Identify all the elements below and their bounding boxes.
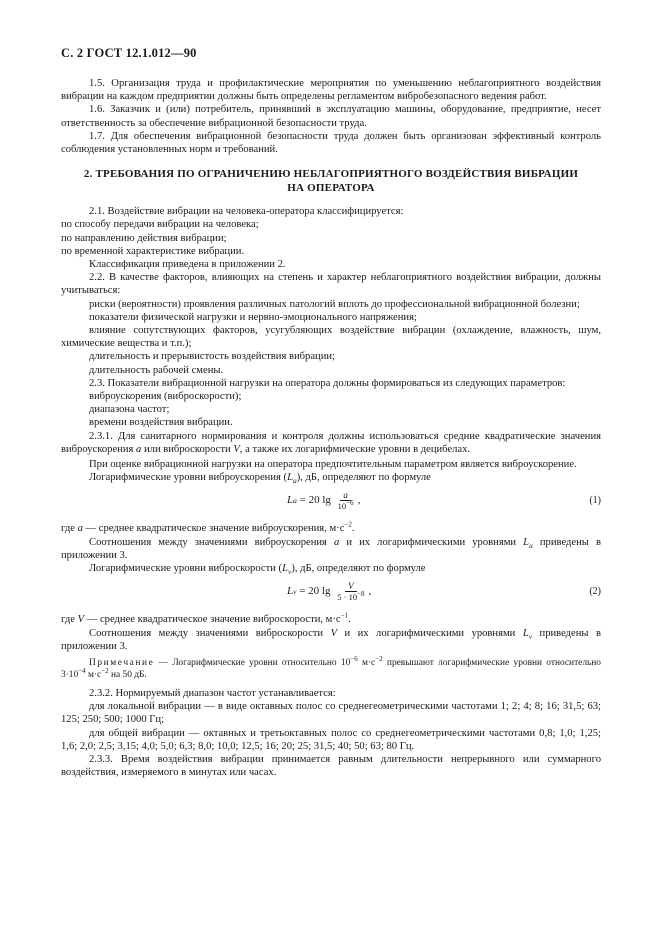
equation-number-1: (1) [589, 495, 601, 507]
paragraph-2-3-2: 2.3.2. Нормируемый диапазон частот устанавливается: [89, 687, 336, 699]
paragraph-2-2: 2.2. В качестве факторов, влияющих на степень и характер неблагоприятного воздействия вибрации, должны учитываться: [61, 272, 601, 297]
list-item: по способу передачи вибрации на человека; [61, 219, 259, 231]
paragraph-local-vibration: для локальной вибрации — в виде октавных полос со среднегеометрическими частотами 1; 2; 4; 8; 16; 31,5; 63; 125; 250; 500; 1000 Гц; [61, 701, 601, 726]
equation-number-2: (2) [589, 586, 601, 598]
paragraph-2-3-1: 2.3.1. Для санитарного нормирования и контроля должны использоваться средние квадратические значения виброускорения a или виброскорости V, а также их логарифмические уровни в децибелах. [61, 430, 601, 455]
paragraph-preferred-parameter: При оценке вибрационной нагрузки на оператора предпочтительным параметром является виброускорение. [89, 459, 577, 471]
list-item: риски (вероятности) проявления различных патологий вплоть до профессиональной вибрационной болезни; [89, 298, 580, 310]
paragraph-la-intro: Логарифмические уровни виброускорения $(L_a)$, дБ, определяют по формуле [89, 472, 431, 486]
list-item: длительность рабочей смены. [89, 364, 224, 376]
where-v: где V — среднее квадратическое значение виброскорости, $м\cdot с^{-1}$. [61, 611, 351, 626]
paragraph-corr-a: Соотношения между значениями виброускорения a и их логарифмическими уровнями $L_a$ приведены в приложении 3. [61, 536, 601, 561]
list-item: виброускорения (виброскорости); [89, 391, 242, 403]
paragraph-1-5: 1.5. Организация труда и профилактические мероприятия по уменьшению неблагоприятного воздействия вибрации на каждом предприятии должны быть определены регламентом вибробезопасного ведения работ. [61, 78, 601, 103]
note: Примечание — Логарифмические уровни относительно $10^{-6}$ $м\cdot с^{-2}$ превышают логарифмические уровни относительно $3\cdot 10^{-4}$ $м\cdot с^{-2}$ на 50 дБ. [61, 654, 601, 680]
paragraph-corr-v: Соотношения между значениями виброскорости V и их логарифмическими уровнями $L_v$ приведены в приложении 3. [61, 627, 602, 652]
paragraph-general-vibration: для общей вибрации — октавных и третьоктавных полос со среднегеометрическими частотами 0,8; 1,0; 1,25; 1,6; 2,0; 2,5; 3,15; 4,0; 5,0; 6,3; 8,0; 10,0; 12,5; 16; 20; 25; 31,5; 40; 50; 63; 80 Гц. [61, 727, 601, 752]
paragraph-2-1: 2.1. Воздействие вибрации на человека-оператора классифицируется: [89, 206, 404, 218]
paragraph-2-3: 2.3. Показатели вибрационной нагрузки на оператора должны формироваться из следующих параметров: [89, 377, 566, 389]
paragraph-2-1-tail: Классификация приведена в приложении 2. [89, 259, 286, 271]
list-item: показатели физической нагрузки и нервно-эмоционального напряжения; [89, 311, 417, 323]
paragraph-lv-intro: Логарифмические уровни виброскорости $(L_v)$, дБ, определяют по формуле [89, 563, 426, 577]
page-header: С. 2 ГОСТ 12.1.012—90 [61, 46, 197, 60]
formula-1: L a = 20 lg $\frac{a}{10^{-6}}$ , (1) [287, 490, 601, 512]
list-item: по временной характеристике вибрации. [61, 245, 245, 257]
document-body [61, 77, 601, 779]
list-item: длительность и прерывистость воздействия вибрации; [89, 351, 335, 363]
formula-2: L v = 20 lg $\frac{V}{5 \cdot 10^{-8}}$ , (2) [287, 581, 601, 603]
where-a: где a — среднее квадратическое значение виброускорения, $м\cdot с^{-2}$. [61, 520, 355, 535]
list-item: времени воздействия вибрации. [89, 417, 233, 429]
paragraph-1-7: 1.7. Для обеспечения вибрационной безопасности труда должен быть организован эффективный контроль соблюдения установленных норм и требований. [61, 130, 601, 156]
list-item: диапазона частот; [89, 404, 170, 416]
section-2-heading: 2. ТРЕБОВАНИЯ ПО ОГРАНИЧЕНИЮ НЕБЛАГОПРИЯТНОГО ВОЗДЕЙСТВИЯ ВИБРАЦИИ НА ОПЕРАТОРА [83, 168, 579, 194]
list-item: влияние сопутствующих факторов, усугубляющих воздействие вибрации (охлаждение, влажность, шум, химические вещества и т.п.); [61, 325, 601, 350]
list-item: по направлению действия вибрации; [61, 232, 227, 244]
paragraph-1-6: 1.6. Заказчик и (или) потребитель, принявший в эксплуатацию машины, оборудование, предприятие, несет ответственность за обеспечение вибрационной безопасности труда. [61, 104, 601, 129]
paragraph-2-3-3: 2.3.3. Время воздействия вибрации принимается равным длительности непрерывного или суммарного воздействия, измеряемого в минутах или часах. [61, 753, 601, 779]
